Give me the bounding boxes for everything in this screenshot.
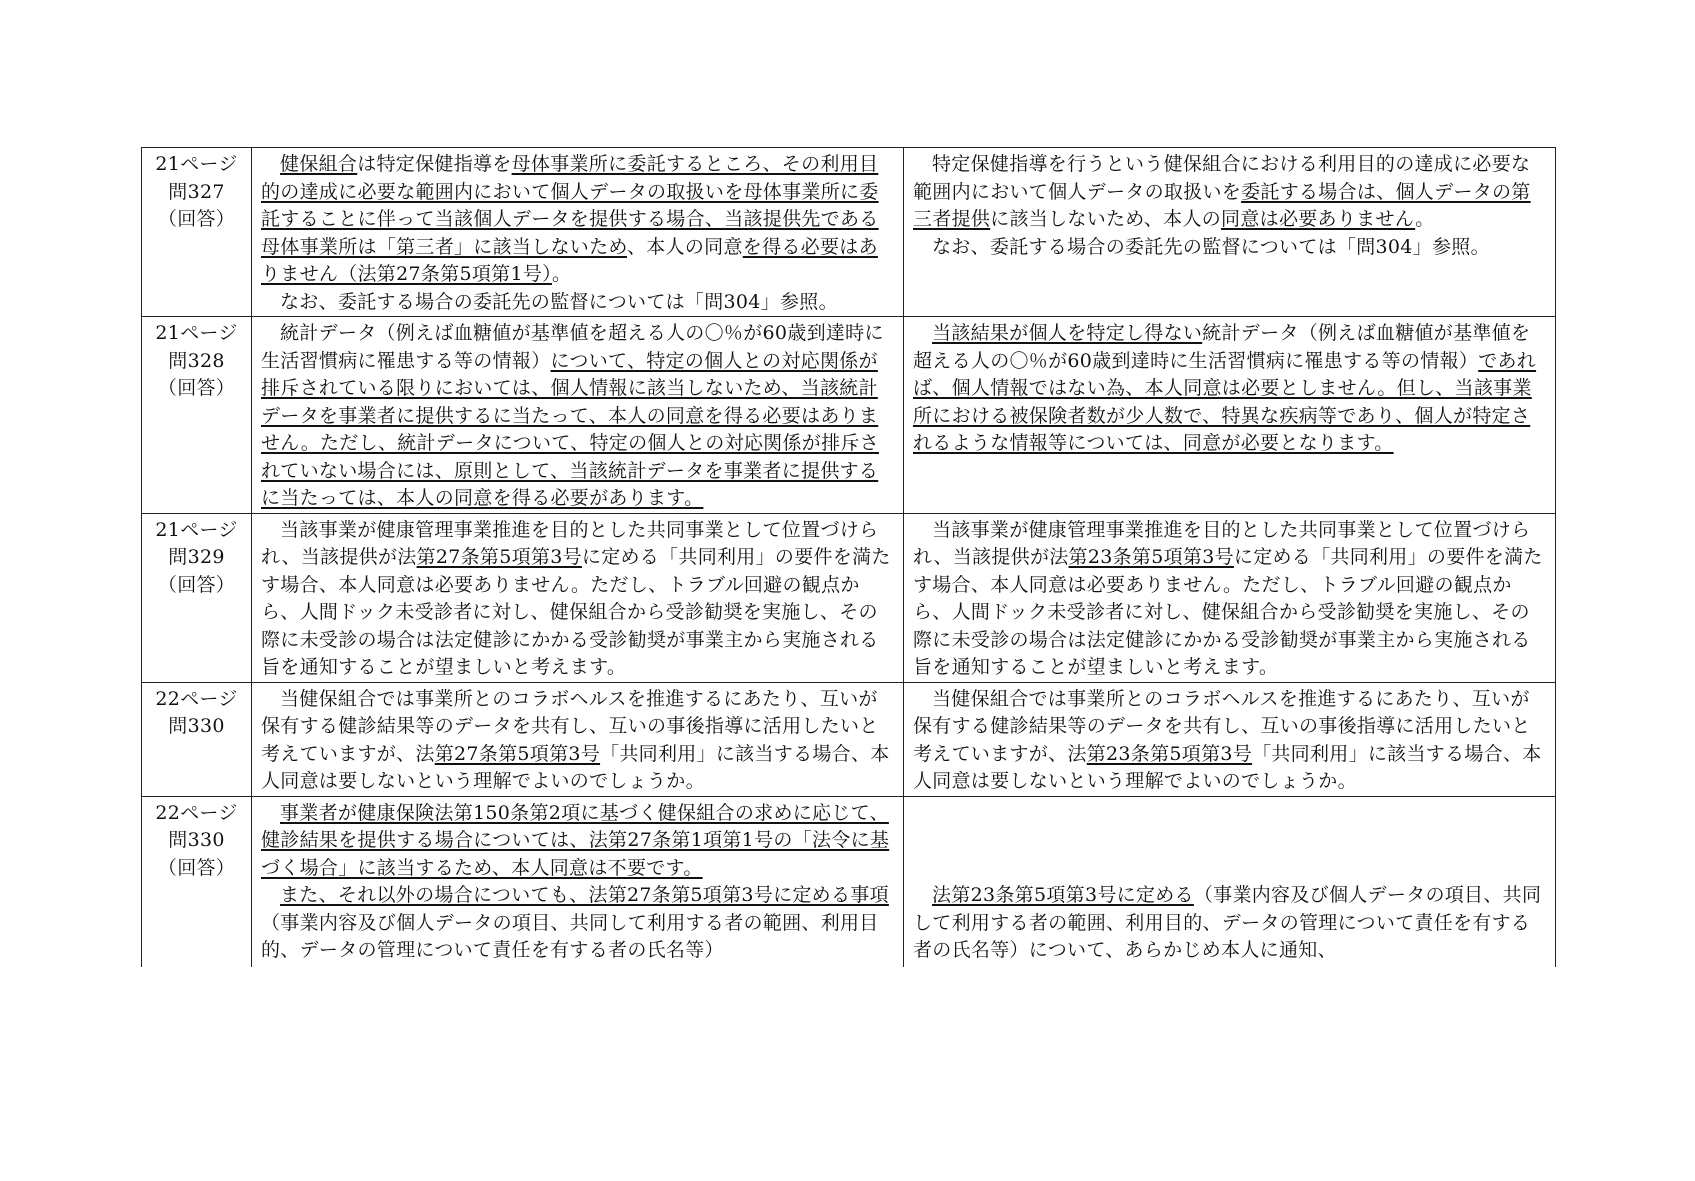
text-run: 当健保組合では事業所とのコラボヘルスを推進するにあたり、互いが保有する健診結果等のデータを共有し、互いの事後指導に活用したいと考えていますが、法: [261, 687, 879, 765]
reference-cell: [142, 513, 252, 682]
text-run: 統計データ（例えば血糖値が基準値を超える人の〇％が60歳到達時に生活習慣病に罹患する等の情報）: [261, 322, 884, 372]
reference-line: （回答）: [157, 856, 236, 879]
reference-line: （回答）: [157, 377, 236, 399]
underlined-text: を得る必要はありません（法第27条第5項第1号）: [261, 235, 878, 285]
paragraph: [261, 289, 895, 317]
table-row: [142, 148, 1556, 317]
reference-line: 22ページ: [155, 687, 238, 710]
text-run: は特定保健指導を: [357, 153, 512, 175]
underlined-text: 同意は必要ありません: [1221, 208, 1416, 230]
paragraph: [261, 517, 895, 682]
revised-text-cell: [252, 148, 904, 317]
text-run: 当該事業が健康管理事業推進を目的とした共同事業として位置づけられ、当該提供が法: [913, 518, 1531, 568]
revised-text-cell: [252, 317, 904, 514]
reference-line: 21ページ: [155, 518, 238, 541]
reference-cell: [142, 317, 252, 514]
text-run: なお、委託する場合の委託先の監督については「問304」参照。: [280, 290, 838, 313]
blank-line: [913, 800, 1547, 828]
comparison-table-body: [142, 148, 1556, 967]
reference-cell: [142, 796, 252, 967]
comparison-table: [141, 147, 1556, 967]
reference-line: （回答）: [157, 208, 236, 230]
reference-line: 問330: [168, 715, 225, 737]
text-run: 、本人の同意: [626, 235, 743, 258]
text-run: （事業内容及び個人データの項目、共同して利用する者の範囲、利用目的、データの管理について責任を有する者の氏名等）: [261, 911, 879, 961]
current-text-cell: [904, 513, 1556, 682]
revised-text-cell: [252, 513, 904, 682]
paragraph: [261, 320, 895, 513]
text-run: 。: [1415, 208, 1435, 230]
underlined-text: であれば、個人情報ではない為、本人同意は必要としません。但し、当該事業所における被保険者数が少人数で、特異な疾病等であり、個人が特定されるような情報等については、同意が必要となります。: [913, 349, 1537, 454]
underlined-text: 第27条第5項第3号: [434, 742, 601, 765]
underlined-text: 第23条第5項第3号: [1068, 546, 1234, 568]
underlined-text: 法第23条第5項第3号に定める: [932, 884, 1194, 906]
underlined-text: 当該結果が個人を特定し得ない: [932, 322, 1203, 344]
underlined-text: 委託する場合は、個人データの第三者提供: [913, 180, 1531, 230]
revised-text-cell: [252, 796, 904, 967]
reference-line: （回答）: [157, 573, 236, 596]
reference-line: 問327: [168, 180, 225, 203]
underlined-text: 第27条第5項第3号: [416, 546, 582, 568]
paragraph: [913, 882, 1547, 965]
reference-line: 問330: [168, 829, 225, 851]
paragraph: [261, 686, 895, 796]
reference-cell: [142, 148, 252, 317]
text-run: に該当しないため、本人の: [990, 208, 1222, 230]
reference-line: 21ページ: [155, 322, 238, 344]
paragraph: [261, 151, 895, 289]
text-run: 「共同利用」に該当する場合、本人同意は要しないという理解でよいのでしょうか。: [913, 742, 1542, 792]
paragraph: [913, 234, 1547, 262]
text-run: （事業内容及び個人データの項目、共同して利用する者の範囲、利用目的、データの管理について責任を有する者の氏名等）について、あらかじめ本人に通知、: [913, 884, 1542, 961]
table-row: [142, 513, 1556, 682]
underlined-text: 健保組合: [280, 153, 358, 175]
underlined-text: 第23条第5項第3号: [1086, 742, 1253, 765]
text-run: 当該事業が健康管理事業推進を目的とした共同事業として位置づけられ、当該提供が法: [261, 518, 879, 568]
reference-line: 22ページ: [155, 801, 238, 824]
paragraph: [261, 882, 895, 965]
text-run: 当健保組合では事業所とのコラボヘルスを推進するにあたり、互いが保有する健診結果等のデータを共有し、互いの事後指導に活用したいと考えていますが、法: [913, 687, 1531, 765]
table-row: [142, 317, 1556, 514]
table-row: [142, 796, 1556, 967]
paragraph: [913, 686, 1547, 796]
current-text-cell: [904, 317, 1556, 514]
underlined-text: 事業者が健康保険法第150条第2項に基づく健保組合の求めに応じて、健診結果を提供する場合については、法第27条第1項第1号の「法令に基づく場合」に該当するため、本人同意は不要です。: [261, 801, 890, 879]
underlined-text: また、それ以外の場合についても、法第27条第5項第3号に定める事項: [280, 884, 889, 906]
paragraph: [913, 517, 1547, 682]
text-run: なお、委託する場合の委託先の監督については「問304」参照。: [932, 235, 1490, 258]
text-run: に定める「共同利用」の要件を満たす場合、本人同意は必要ありません。ただし、トラブル回避の観点から、人間ドック未受診者に対し、健保組合から受診勧奨を実施し、その際に未受診の場合は法定健診にかかる受診勧奨が事業主から実施される旨を通知することが望ましいと考えます。: [261, 546, 891, 678]
current-text-cell: [904, 148, 1556, 317]
current-text-cell: [904, 796, 1556, 967]
blank-line: [913, 827, 1547, 855]
table-row: [142, 682, 1556, 796]
text-run: に定める「共同利用」の要件を満たす場合、本人同意は必要ありません。ただし、トラブル回避の観点から、人間ドック未受診者に対し、健保組合から受診勧奨を実施し、その際に未受診の場合は法定健診にかかる受診勧奨が事業主から実施される旨を通知することが望ましいと考えます。: [913, 546, 1543, 678]
paragraph: [913, 151, 1547, 234]
reference-line: 問328: [168, 349, 225, 372]
reference-line: 問329: [168, 546, 225, 568]
current-text-cell: [904, 682, 1556, 796]
reference-line: 21ページ: [155, 153, 238, 175]
paragraph: [261, 800, 895, 883]
text-run: 統計データ（例えば血糖値が基準値を超える人の〇％が60歳到達時に生活習慣病に罹患する等の情報）: [913, 322, 1531, 372]
text-run: 「共同利用」に該当する場合、本人同意は要しないという理解でよいのでしょうか。: [261, 742, 890, 792]
reference-cell: [142, 682, 252, 796]
text-run: 特定保健指導を行うという健保組合における利用目的の達成に必要な範囲内において個人データの取扱いを: [913, 153, 1531, 203]
blank-line: [913, 855, 1547, 883]
underlined-text: について、特定の個人との対応関係が排斥されている限りにおいては、個人情報に該当しないため、当該統計データを事業者に提供するに当たって、本人の同意を得る必要はありません。ただし、統計データについて、特定の個人との対応関係が排斥されていない場合には、原則として、当該統計データを事業者に提供するに当たっては、本人の同意を得る必要があります。: [261, 349, 879, 509]
underlined-text: 母体事業所に委託するところ、その利用目的の達成に必要な範囲内において個人データの取扱いを母体事業所に委託することに伴って当該個人データを提供する場合、当該提供先である母体事業所は「第三者」に該当しないため: [261, 153, 879, 258]
paragraph: [913, 320, 1547, 458]
text-run: 。: [551, 263, 572, 285]
revised-text-cell: [252, 682, 904, 796]
